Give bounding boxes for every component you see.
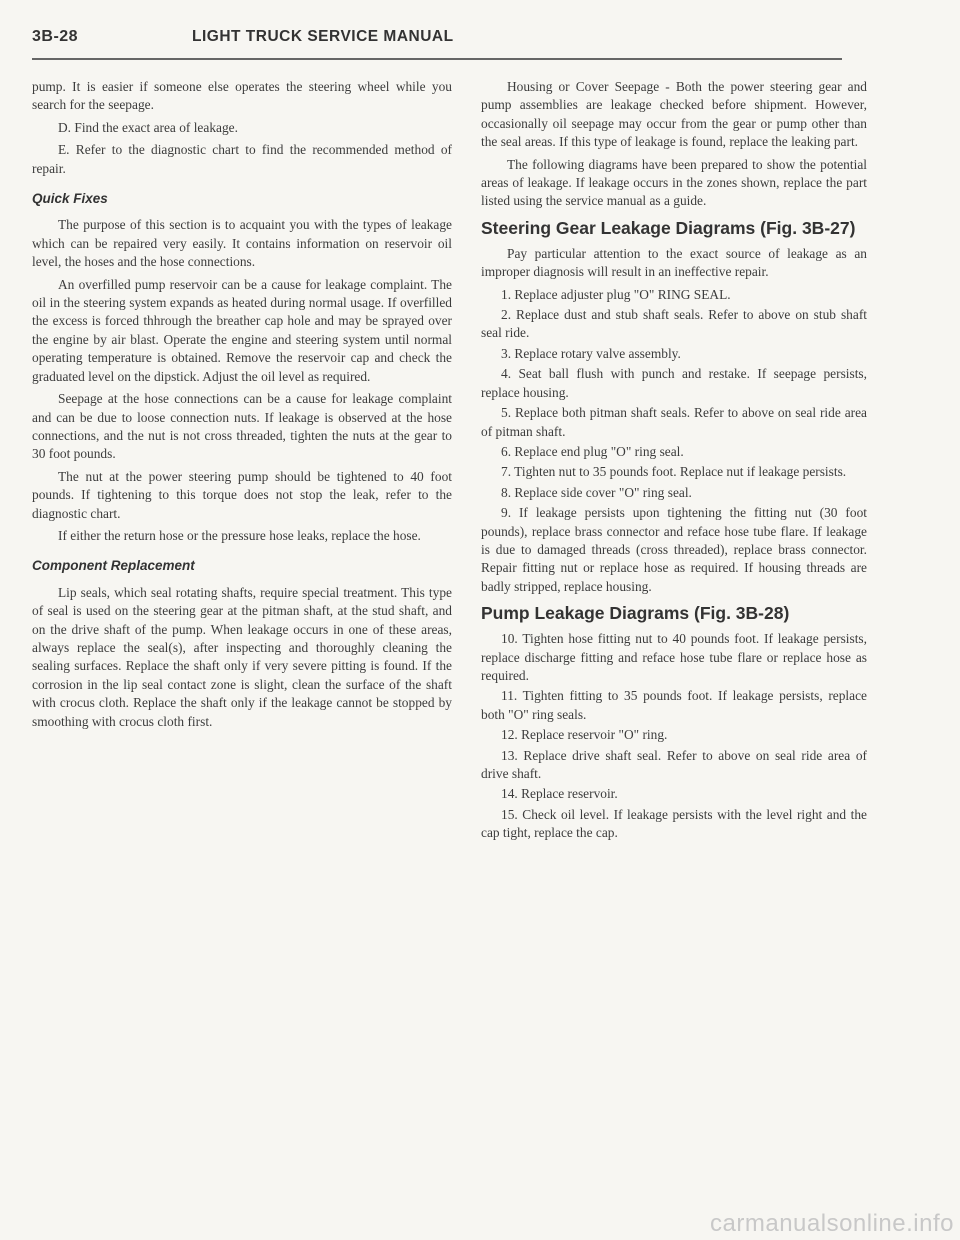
- list-item: 1. Replace adjuster plug "O" RING SEAL.: [501, 286, 731, 302]
- left-column: [32, 78, 452, 735]
- right-column: [481, 78, 867, 845]
- paragraph: Housing or Cover Seepage - Both the power steering gear and pump assemblies are leakage checked before shipment. However, occasionally oil seepage may occur from the gear or pump other than the seal areas. If this type of leakage is found, replace the leaking part.: [481, 79, 867, 150]
- list-item: 15. Check oil level. If leakage persists with the level right and the cap tight, replace the cap.: [481, 806, 867, 841]
- paragraph: The purpose of this section is to acquaint you with the types of leakage which can be repaired very easily. It contains information on reservoir oil level, the hoses and the hose connections.: [32, 217, 452, 270]
- list-item: 11. Tighten fitting to 35 pounds foot. If leakage persists, replace both "O" ring seals.: [481, 688, 867, 722]
- component-replacement-heading: Component Replacement: [32, 558, 195, 574]
- quick-fixes-heading: Quick Fixes: [32, 191, 108, 207]
- watermark: carmanualsonline.info: [710, 1210, 954, 1237]
- list-item: 12. Replace reservoir "O" ring.: [501, 727, 668, 743]
- paragraph: Pay particular attention to the exact source of leakage as an improper diagnosis will result in an ineffective repair.: [481, 245, 867, 280]
- page-header: [32, 28, 842, 60]
- list-item: 13. Replace drive shaft seal. Refer to above on seal ride area of drive shaft.: [481, 747, 867, 781]
- list-item: 14. Replace reservoir.: [501, 786, 618, 802]
- pump-leakage-heading: Pump Leakage Diagrams (Fig. 3B-28): [481, 603, 790, 624]
- list-item: 7. Tighten nut to 35 pounds foot. Replace nut if leakage persists.: [501, 464, 847, 480]
- list-item: 5. Replace both pitman shaft seals. Refer to above on seal ride area of pitman shaft.: [481, 405, 867, 439]
- paragraph: pump. It is easier if someone else operates the steering wheel while you search for the seepage.: [32, 79, 452, 113]
- paragraph: E. Refer to the diagnostic chart to find the recommended method of repair.: [32, 142, 452, 176]
- paragraph: Seepage at the hose connections can be a cause for leakage complaint and can be due to loose connection nuts. If leakage is observed at the hose connections, and the nut is not cross threaded, tighten the nuts at the gear to 30 foot pounds.: [32, 391, 452, 462]
- page-number: 3B-28: [32, 28, 79, 45]
- list-item: 10. Tighten hose fitting nut to 40 pounds foot. If leakage persists, replace discharge fitting and reface hose tube flare or replace hose as required.: [481, 631, 867, 683]
- steering-gear-heading: Steering Gear Leakage Diagrams (Fig. 3B-27): [481, 217, 856, 238]
- list-item: 6. Replace end plug "O" ring seal.: [501, 443, 684, 459]
- list-item: 3. Replace rotary valve assembly.: [501, 345, 681, 361]
- paragraph: Lip seals, which seal rotating shafts, require special treatment. This type of seal is used on the steering gear at the pitman shaft, at the stud shaft, and on the drive shaft of the pump. When leakage occurs in one of these areas, always replace the seal(s), after inspecting and thoroughly cleaning the sealing surfaces. Replace the shaft only if very severe pitting is found. If the corrosion in the lip seal contact zone is slight, clean the surface of the shaft with crocus cloth. Replace the shaft only if the leakage cannot be stopped by smoothing with crocus cloth first.: [32, 584, 452, 729]
- paragraph: The nut at the power steering pump should be tightened to 40 foot pounds. If tightening to this torque does not stop the leak, refer to the diagnostic chart.: [32, 468, 452, 521]
- paragraph: An overfilled pump reservoir can be a cause for leakage complaint. The oil in the steering system expands as heated during normal usage. If overfilled the excess is forced thhrough the breather cap hole and may be sprayed over the engine by air blast. Operate the engine and steering system until normal operating temperature is obtained. Remove the reservoir cap and check the graduated level on the dipstick. Adjust the oil level as required.: [32, 276, 452, 384]
- running-title: LIGHT TRUCK SERVICE MANUAL: [192, 28, 454, 45]
- list-item: 4. Seat ball flush with punch and restake. If seepage persists, replace housing.: [481, 366, 867, 400]
- paragraph: D. Find the exact area of leakage.: [58, 119, 238, 135]
- list-item: 8. Replace side cover "O" ring seal.: [501, 484, 692, 500]
- list-item: 9. If leakage persists upon tightening the fitting nut (30 foot pounds), replace brass connector and reface hose tube flare. If leakage is due to damaged threads (cross threaded), replace brass connector. Repair fitting nut or replace hose as required. If housing threads are badly stripped, replace housing.: [481, 505, 867, 594]
- list-item: 2. Replace dust and stub shaft seals. Refer to above on stub shaft seal ride.: [481, 307, 867, 341]
- paragraph: If either the return hose or the pressure hose leaks, replace the hose.: [58, 527, 421, 543]
- paragraph: The following diagrams have been prepared to show the potential areas of leakage. If leakage occurs in the zones shown, replace the part listed using the service manual as a guide.: [481, 156, 867, 209]
